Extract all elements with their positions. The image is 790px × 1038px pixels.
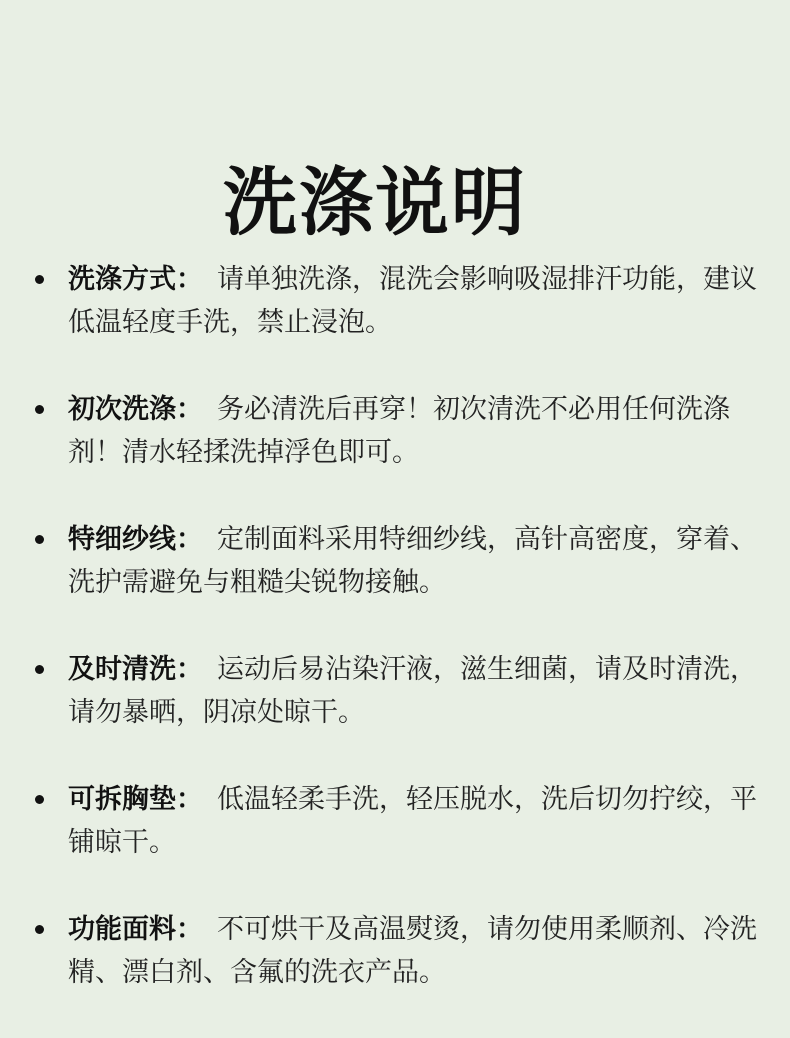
- list-item-removable-pads: [30, 778, 760, 864]
- bullet-icon: [35, 405, 44, 414]
- item-text: 请单独洗涤，混洗会影响吸湿排汗功能，建议低温轻度手洗，禁止浸泡。: [68, 264, 757, 338]
- item-label: 特细纱线：: [68, 524, 203, 555]
- item-text: 务必清洗后再穿！初次清洗不必用任何洗涤剂！清水轻揉洗掉浮色即可。: [68, 394, 730, 468]
- bullet-icon: [35, 275, 44, 284]
- list-item-timely-wash: [30, 648, 760, 734]
- bullet-icon: [35, 535, 44, 544]
- item-label: 功能面料：: [68, 914, 203, 945]
- item-text: 运动后易沾染汗液，滋生细菌，请及时清洗，请勿暴晒，阴凉处晾干。: [68, 654, 757, 728]
- item-text: 低温轻柔手洗，轻压脱水，洗后切勿拧绞，平铺晾干。: [68, 784, 757, 858]
- item-label: 及时清洗：: [68, 654, 203, 685]
- list-item-first-wash: [30, 388, 760, 474]
- bullet-icon: [35, 925, 44, 934]
- bullet-icon: [35, 795, 44, 804]
- list-item-wash-method: [30, 258, 760, 344]
- item-label: 洗涤方式：: [68, 264, 203, 295]
- item-label: 初次洗涤：: [68, 394, 203, 425]
- list-item-functional-fabric: [30, 908, 760, 994]
- item-text: 定制面料采用特细纱线，高针高密度，穿着、洗护需避免与粗糙尖锐物接触。: [68, 524, 757, 598]
- bullet-icon: [35, 665, 44, 674]
- item-text: 不可烘干及高温熨烫，请勿使用柔顺剂、冷洗精、漂白剂、含氟的洗衣产品。: [68, 914, 757, 988]
- item-label: 可拆胸垫：: [68, 784, 203, 815]
- care-instructions-list: [30, 258, 760, 1038]
- page-title: 洗涤说明: [223, 159, 527, 246]
- list-item-fine-yarn: [30, 518, 760, 604]
